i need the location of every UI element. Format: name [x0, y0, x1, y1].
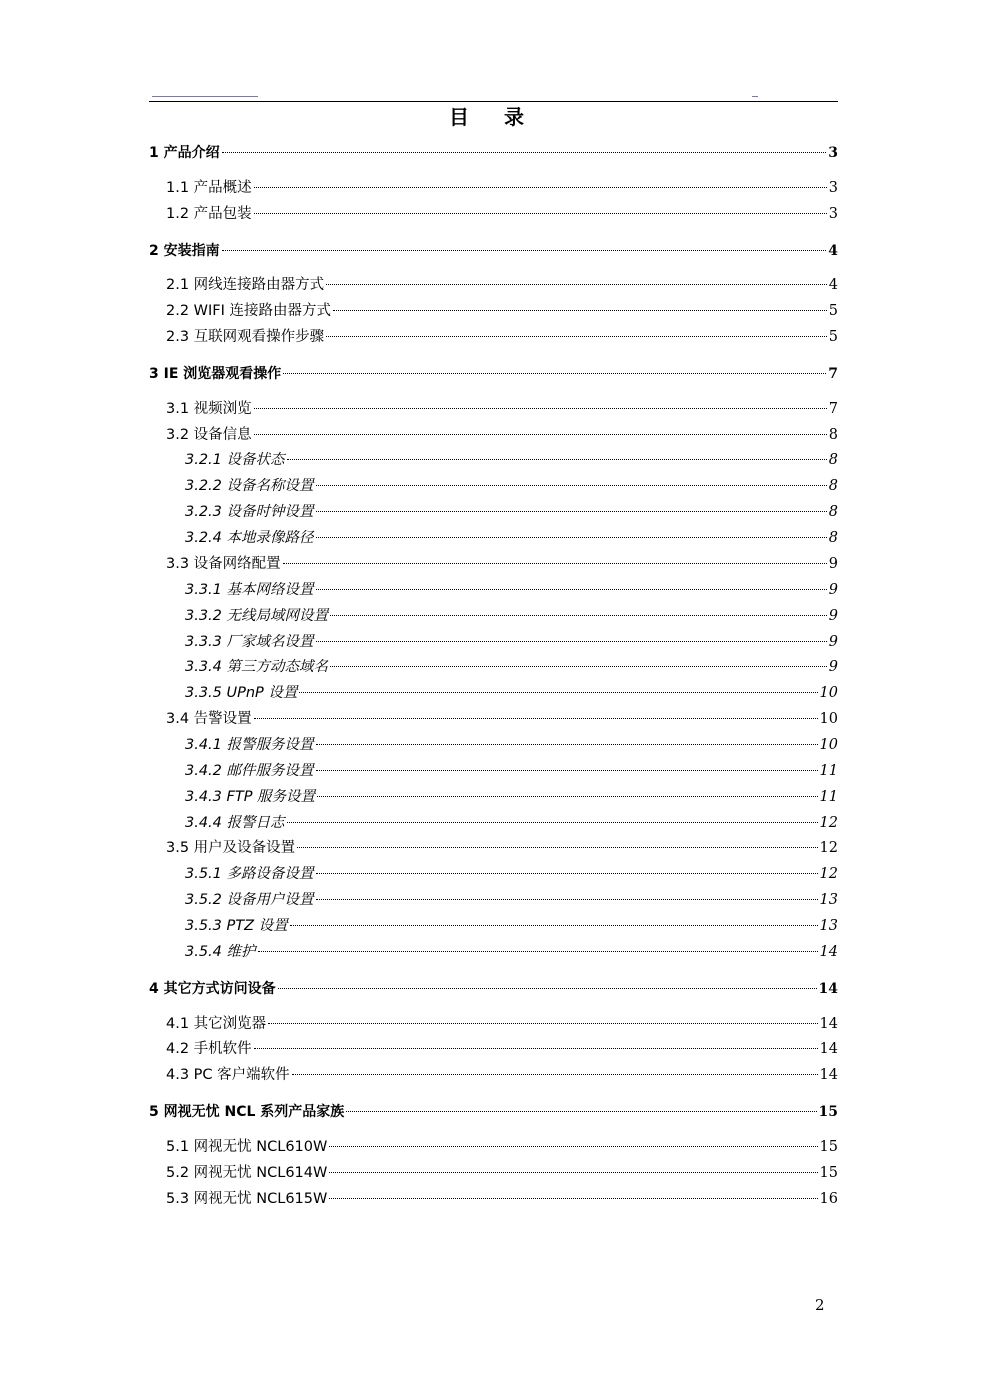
- toc-entry-label: 3 IE 浏览器观看操作: [149, 366, 282, 382]
- toc-leader-dots: [333, 310, 827, 311]
- toc-entry-label: 1 产品介绍: [149, 145, 220, 161]
- toc-entry[interactable]: [0, 1014, 838, 1034]
- toc-entry[interactable]: [0, 890, 838, 910]
- toc-entry-page: 12: [819, 840, 838, 856]
- toc-entry[interactable]: [0, 241, 838, 261]
- toc-entry-label: 3.3.1 基本网络设置: [185, 582, 314, 598]
- toc-leader-dots: [326, 336, 827, 337]
- toc-entry-label: 3.2.3 设备时钟设置: [185, 504, 314, 520]
- toc-entry-page: 14: [819, 1016, 838, 1032]
- toc-leader-dots: [290, 925, 818, 926]
- toc-leader-dots: [283, 373, 826, 374]
- toc-entry-page: 8: [828, 452, 838, 468]
- toc-entry[interactable]: [0, 1163, 838, 1183]
- toc-entry-page: 9: [828, 556, 838, 572]
- toc-entry[interactable]: [0, 204, 838, 224]
- toc-entry[interactable]: [0, 450, 838, 470]
- toc-entry[interactable]: [0, 787, 838, 807]
- toc-entry-label: 2.3 互联网观看操作步骤: [166, 329, 325, 345]
- toc-entry-label: 3.3.5 UPnP 设置: [185, 685, 298, 701]
- toc-leader-dots: [254, 187, 827, 188]
- toc-entry-label: 2 安装指南: [149, 243, 220, 259]
- toc-entry-label: 2.1 网线连接路由器方式: [166, 277, 325, 293]
- toc-leader-dots: [316, 511, 827, 512]
- toc-leader-dots: [222, 250, 827, 251]
- toc-leader-dots: [254, 408, 827, 409]
- toc-leader-dots: [316, 641, 827, 642]
- toc-entry-page: 3: [828, 145, 838, 161]
- toc-entry-page: 14: [819, 1067, 838, 1083]
- toc-entry[interactable]: [0, 735, 838, 755]
- toc-entry-label: 3.2.2 设备名称设置: [185, 478, 314, 494]
- toc-entry[interactable]: [0, 1137, 838, 1157]
- toc-entry-page: 15: [819, 1139, 838, 1155]
- toc-leader-dots: [258, 951, 818, 952]
- toc-entry-label: 3.5 用户及设备设置: [166, 840, 296, 856]
- toc-leader-dots: [287, 822, 818, 823]
- toc-leader-dots: [254, 213, 827, 214]
- toc-leader-dots: [283, 563, 827, 564]
- toc-leader-dots: [268, 1023, 817, 1024]
- toc-entry-label: 5 网视无忧 NCL 系列产品家族: [149, 1104, 345, 1120]
- toc-entry-label: 5.2 网视无忧 NCL614W: [166, 1165, 328, 1181]
- toc-entry-page: 13: [819, 892, 838, 908]
- toc-entry-label: 4.2 手机软件: [166, 1041, 252, 1057]
- toc-entry-page: 3: [828, 180, 838, 196]
- toc-entry-page: 7: [828, 401, 838, 417]
- toc-leader-dots: [316, 899, 818, 900]
- toc-leader-dots: [329, 1198, 817, 1199]
- toc-entry-page: 14: [819, 944, 838, 960]
- toc-entry[interactable]: [0, 813, 838, 833]
- toc-entry-page: 8: [828, 427, 838, 443]
- toc-entry-label: 3.5.2 设备用户设置: [185, 892, 314, 908]
- toc-leader-dots: [346, 1111, 816, 1112]
- toc-entry-page: 5: [828, 329, 838, 345]
- toc-leader-dots: [292, 1074, 818, 1075]
- toc-entry-label: 4 其它方式访问设备: [149, 981, 276, 997]
- toc-entry[interactable]: [0, 528, 838, 548]
- toc-entry[interactable]: [0, 476, 838, 496]
- toc-entry-page: 12: [819, 866, 838, 882]
- toc-leader-dots: [278, 988, 817, 989]
- toc-entry[interactable]: [0, 1189, 838, 1209]
- toc-entry-page: 8: [828, 504, 838, 520]
- toc-leader-dots: [326, 284, 827, 285]
- toc-entry-label: 2.2 WIFI 连接路由器方式: [166, 303, 332, 319]
- toc-entry[interactable]: [0, 1065, 838, 1085]
- toc-entry-label: 5.1 网视无忧 NCL610W: [166, 1139, 328, 1155]
- toc-entry-page: 15: [819, 1165, 838, 1181]
- toc-entry[interactable]: [0, 606, 838, 626]
- toc-entry-label: 4.3 PC 客户端软件: [166, 1067, 290, 1083]
- toc-leader-dots: [316, 770, 818, 771]
- toc-entry[interactable]: [0, 327, 838, 347]
- page-number: 2: [815, 1296, 825, 1314]
- toc-leader-dots: [330, 615, 827, 616]
- toc-entry[interactable]: [0, 632, 838, 652]
- toc-entry[interactable]: [0, 1102, 838, 1122]
- toc-entry[interactable]: [0, 554, 838, 574]
- toc-leader-dots: [329, 1146, 817, 1147]
- toc-entry[interactable]: [0, 761, 838, 781]
- toc-entry-label: 3.3.3 厂家域名设置: [185, 634, 314, 650]
- toc-entry-page: 16: [819, 1191, 838, 1207]
- toc-entry-page: 14: [818, 981, 838, 997]
- toc-leader-dots: [316, 537, 827, 538]
- toc-entry-label: 3.3.2 无线局域网设置: [185, 608, 329, 624]
- toc-entry-page: 4: [828, 277, 838, 293]
- toc-entry-label: 3.5.3 PTZ 设置: [185, 918, 288, 934]
- toc-entry-label: 3.5.1 多路设备设置: [185, 866, 314, 882]
- toc-entry[interactable]: [0, 942, 838, 962]
- toc-entry[interactable]: [0, 399, 838, 419]
- toc-leader-dots: [287, 459, 827, 460]
- toc-leader-dots: [316, 873, 818, 874]
- toc-entry[interactable]: [0, 683, 838, 703]
- toc-leader-dots: [317, 796, 817, 797]
- toc-entry-page: 7: [828, 366, 838, 382]
- toc-entry-page: 8: [828, 478, 838, 494]
- toc-leader-dots: [254, 718, 818, 719]
- toc-entry[interactable]: [0, 425, 838, 445]
- toc-entry-label: 1.1 产品概述: [166, 180, 252, 196]
- toc-leader-dots: [297, 847, 817, 848]
- toc-entry[interactable]: [0, 979, 838, 999]
- toc-leader-dots: [329, 1172, 817, 1173]
- toc-entry-label: 3.3 设备网络配置: [166, 556, 281, 572]
- toc-leader-dots: [330, 666, 827, 667]
- toc-entry-page: 11: [819, 763, 838, 779]
- toc-entry[interactable]: [0, 580, 838, 600]
- toc-entry[interactable]: [0, 301, 838, 321]
- toc-entry[interactable]: [0, 275, 838, 295]
- toc-entry-page: 5: [828, 303, 838, 319]
- toc-leader-dots: [254, 434, 827, 435]
- toc-entry-label: 3.1 视频浏览: [166, 401, 252, 417]
- toc-entry[interactable]: [0, 1039, 838, 1059]
- toc-entry-page: 15: [818, 1104, 838, 1120]
- toc-leader-dots: [254, 1048, 818, 1049]
- toc-leader-dots: [299, 692, 817, 693]
- toc-entry[interactable]: [0, 864, 838, 884]
- toc-entry-page: 11: [819, 789, 838, 805]
- toc-entry-page: 9: [828, 608, 838, 624]
- toc-entry-label: 3.4.2 邮件服务设置: [185, 763, 314, 779]
- toc-entry-page: 14: [819, 1041, 838, 1057]
- toc-entry-label: 3.2 设备信息: [166, 427, 252, 443]
- toc-leader-dots: [222, 152, 827, 153]
- toc-entry-page: 9: [828, 659, 838, 675]
- toc-leader-dots: [316, 744, 818, 745]
- toc-entry[interactable]: [0, 657, 838, 677]
- toc-leader-dots: [316, 485, 827, 486]
- toc-entry-page: 10: [819, 711, 838, 727]
- toc-entry-page: 9: [828, 634, 838, 650]
- toc-entry[interactable]: [0, 709, 838, 729]
- toc-entry-page: 10: [819, 685, 838, 701]
- toc-entry-page: 9: [828, 582, 838, 598]
- toc-leader-dots: [316, 589, 827, 590]
- toc-entry-label: 5.3 网视无忧 NCL615W: [166, 1191, 328, 1207]
- toc-title: 目 录: [449, 105, 538, 129]
- toc-entry[interactable]: [0, 143, 838, 163]
- toc-entry-page: 13: [819, 918, 838, 934]
- toc-entry-page: 4: [828, 243, 838, 259]
- toc-entry-label: 3.5.4 维护: [185, 944, 256, 960]
- toc-entry[interactable]: [0, 502, 838, 522]
- toc-entry[interactable]: [0, 838, 838, 858]
- toc-entry[interactable]: [0, 364, 838, 384]
- toc-entry-label: 3.4.1 报警服务设置: [185, 737, 314, 753]
- toc-entry-label: 3.4 告警设置: [166, 711, 252, 727]
- toc-entry-label: 4.1 其它浏览器: [166, 1016, 267, 1032]
- toc-entry-label: 3.4.3 FTP 服务设置: [185, 789, 316, 805]
- toc-entry-page: 10: [819, 737, 838, 753]
- toc-entry-label: 3.4.4 报警日志: [185, 815, 285, 831]
- toc-entry-label: 3.2.4 本地录像路径: [185, 530, 314, 546]
- toc-entry-page: 12: [819, 815, 838, 831]
- toc-entry-label: 3.2.1 设备状态: [185, 452, 285, 468]
- toc-entry-page: 8: [828, 530, 838, 546]
- toc-entry-label: 3.3.4 第三方动态域名: [185, 659, 329, 675]
- toc-entry-label: 1.2 产品包装: [166, 206, 252, 222]
- toc-entry[interactable]: [0, 178, 838, 198]
- toc-entry[interactable]: [0, 916, 838, 936]
- toc-entry-page: 3: [828, 206, 838, 222]
